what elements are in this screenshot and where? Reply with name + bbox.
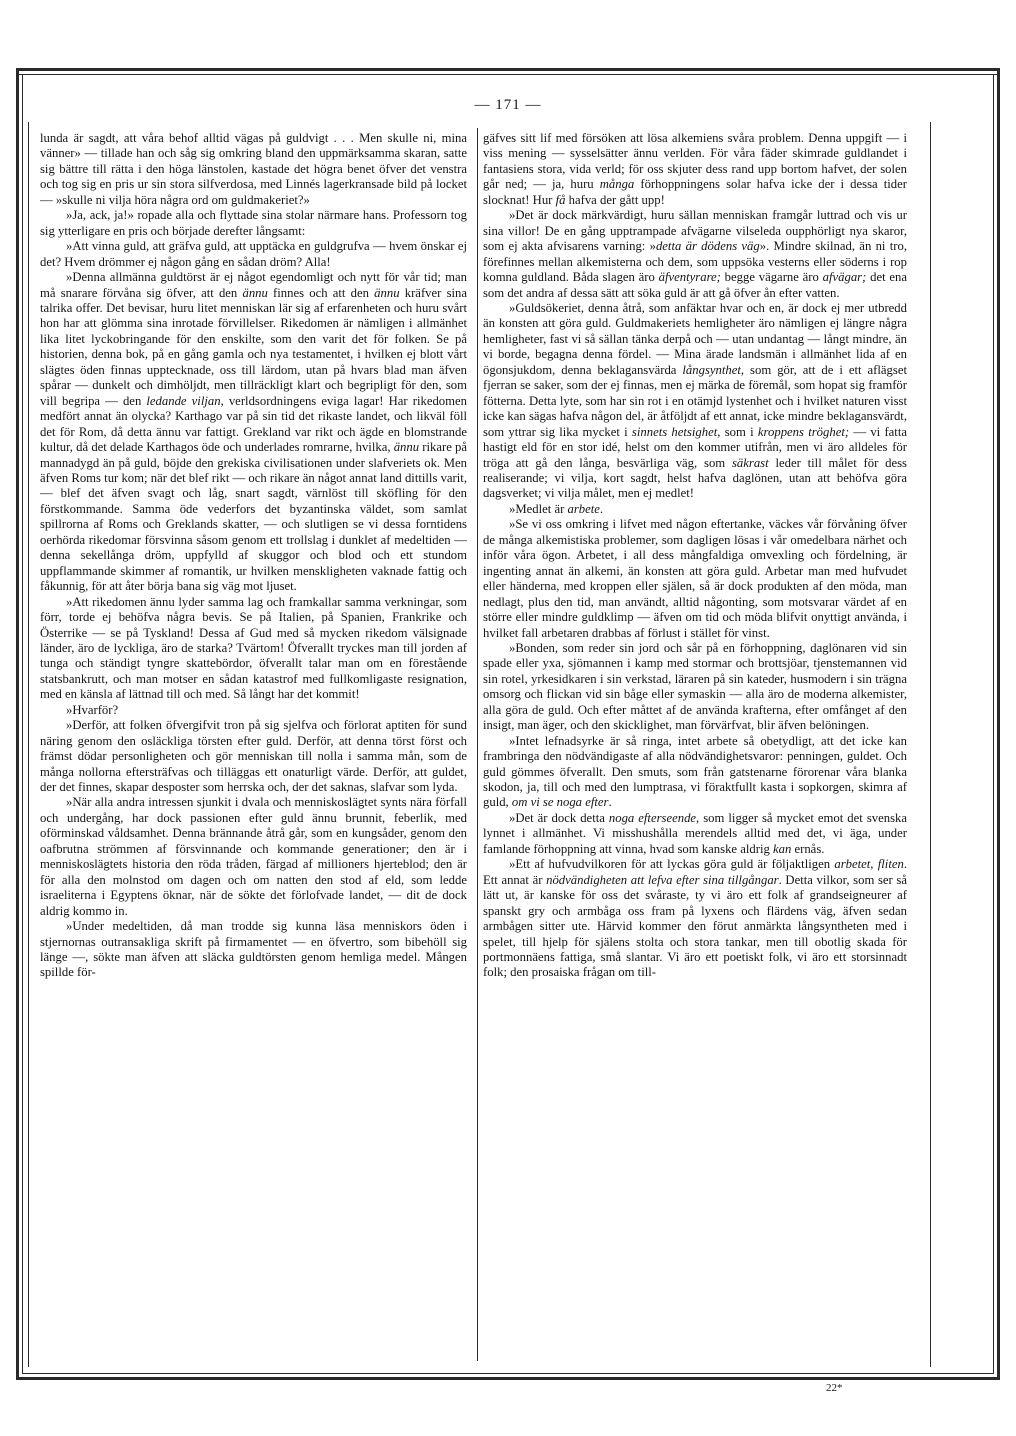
paragraph: »Se vi oss omkring i lifvet med någon eftertanke, väckes vår förvåning öfver de många alkemistiska problemer, som dagligen lösas i vår omedelbara närhet och inför våra ögon. Arbetet, i all dess mångfaldiga omvexling och fördelning, är ingenting annat än alkemi, än konsten att göra guld. Arbetar man med hufvudet eller händerna, med kroppen eller själen, så är dock produkten af den möda, man nedlagt, plus den tid, man användt, alltid någonting, som motsvarar värdet af en större eller mindre guldklimp — äfven om tid och möda blifvit onyttigt använda, i hvilket fall arbetaren drabbas af förlust i stället för vinst. (483, 517, 907, 640)
left-text-column (40, 131, 467, 1363)
column-divider (477, 128, 478, 1361)
paragraph: »Att vinna guld, att gräfva guld, att upptäcka en guldgrufva — hvem önskar ej det? Hvem drömmer ej någon gång en sådan dröm? Alla! (40, 239, 467, 269)
paragraph: »Intet lefnadsyrke är så ringa, intet arbete så obetydligt, att det icke kan frambringa den nödvändigaste af alla nödvändighetsvaror: penningen, guldet. Och guld gömmes öfverallt. Den smuts, som från gatstenarne förorenar våra blanka skodon, ja, till och med den lumptrasa, vi föraktfullt kasta i sopkorgen, skimra af guld, om vi se noga efter. (483, 733, 907, 810)
paragraph: »Derför, att folken öfvergifvit tron på sig sjelfva och förlorat aptiten för sund näring genom den osläckliga törsten efter guld. Derför, att denna törst först och främst dödar personligheten och gör menniskan till nolla i samma mån, som de många nollorna eftersträfvas och tilläggas ett onaturligt värde. Derför, att guldet, der det finnes, skapar desposter som herrska och, der det saknas, slafvar som lyda. (40, 718, 467, 795)
paragraph: »Det är dock detta noga efterseende, som ligger så mycket emot det svenska lynnet i allmänhet. Vi misshushålla merendels alltid med det, vi äga, under famlande förhoppning att vinna, hvad som kanske aldrig kan ernås. (483, 810, 907, 856)
frame-bottom-rule (16, 1377, 1000, 1380)
inner-left-rule (28, 122, 29, 1367)
frame-top-rule (16, 68, 1000, 71)
page-number: — 171 — (474, 97, 542, 113)
paragraph: »Bonden, som reder sin jord och sår på en förhoppning, daglönaren vid sin spade eller yxa, sjömannen i kamp med stormar och brottsjöar, tjenstemannen vid sin rotel, yrkesidkaren i sin verkstad, läraren på sin kateder, husmodern i sin trägna omsorg och flickan vid sin båge eller symaskin — alla äro de moderna alkemister, alla göra de guld. Och efter måttet af de använda krafterna, efter omfånget af den insigt, man äger, och den skicklighet, man förvärfvat, blir äfven belöningen. (483, 640, 907, 733)
paragraph: »Hvarför? (66, 702, 119, 717)
paragraph: »När alla andra intressen sjunkit i dvala och menniskoslägtet synts nära förfall och undergång, har dock passionen efter guld ännu brunnit, feberlik, med oförminskad våldsamhet. Denna brännande åtrå går, som en kungsåder, genom den oafbrutna strömmen af försvinnande och kommande generationer; den är i menniskoslägtets historia den röda tråden, färgad af millioners hjerteblod; den är för alla den molnstod om dagen och om natten den stod af eld, som ledde israeliterna i Egyptens öknar, när de sökte det förlofvade landet, — dit de dock aldrig kommo in. (40, 795, 467, 918)
paragraph: lunda är sagdt, att våra behof alltid vägas på guldvigt . . . Men skulle ni, mina vänner» — tillade han och såg sig omkring bland den uppmärksamma skaran, satte sig bättre till rätta i den höga länstolen, kastade det högra benet öfver det venstra och tog sig en pris ur sin stora silfverdosa, med Linnés lagerkransade bild på locket — »skulle ni vilja höra några ord om guldmakeriet?» (40, 131, 467, 207)
frame-right-rule (997, 68, 1000, 1380)
paragraph: »Det är dock märkvärdigt, huru sällan menniskan framgår luttrad och vis ur sina villor! De en gång upptrampade afvägarne vilseleda oupphörligt nya skaror, som ej akta afvisarens varning: »detta är dödens väg». Mindre skilnad, än ni tro, förefinnes mellan alkemisterna och dem, som uppsöka vesterns eller söderns i rop komna guldland. Båda slagen äro äfventyrare; begge vägarne äro afvägar; det ena som det andra af dessa sätt att söka guld är att gå öfver ån efter vatten. (483, 208, 907, 300)
paragraph: »Ja, ack, ja!» ropade alla och flyttade sina stolar närmare hans. Professorn tog sig ytterligare en pris och började derefter långsamt: (40, 208, 467, 238)
paragraph: »Denna allmänna guldtörst är ej något egendomligt och nytt för vår tid; man må snarare förvåna sig öfver, att den ännu finnes och att den ännu kräfver sina talrika offer. Det bevisar, huru litet menniskan lär sig af erfarenheten och huru svårt hon har att glömma sina inrotade förvillelser. Rikedomen är nämligen i allmänhet lika litet lyckobringande för den enskilte, som den varit det för folken. Se på historien, denna bok, på en gång gamla och nya testamentet, i hvilken ej blott vårt slägtes öden finnas upptecknade, oss till lärdom, utan på hvars blad man äfven spårar — dunkelt och dimhöljdt, men tillräckligt klart och begripligt för den, som vill begripa — den ledande viljan, verldsordningens eviga lagar! Har rikedomen medfört annat än olycka? Karthago var på sin tid det rikaste landet, och likväl föll det för Rom, då detta ännu var fattigt. Grekland var rikt och ägde en blomstrande kultur, då det delade Karthagos öde och underlades romrarne, hvilka, ännu rikare på mannadygd än på guld, böjde den grekiska civilisationen under slafveriets ok. Men äfven Roms tur kom; när det blef rikt — och rikare än något annat land dittills varit, — blef det äfven svagt och låg, snart sagdt, värnlöst till sköfling för den förstkommande. Samma öde vederfors det byzantinska väldet, som samlat spillrorna af Roms och Greklands skatter, — och slutligen se vi dessa forntidens oerhörda rikedomar försvinna såsom genom ett trollslag i dunklet af medeltiden — denna sekellånga dröm, uppfylld af skuggor och blod och ett stundom uppflammande skimmer af romantik, ur hvilken menskligheten vaknade fattig och fåkunnig, för att åter börja bana sig väg mot ljuset. (40, 270, 467, 594)
frame-left-rule (16, 68, 19, 1380)
inner-right-rule (930, 122, 931, 1367)
paragraph: »Under medeltiden, då man trodde sig kunna läsa menniskors öden i stjernornas outransakliga skrift på firmamentet — en öfvertro, som bibehöll sig länge —, sökte man äfven att släcka guldtörsten genom hemliga medel. Mången spillde för- (40, 919, 467, 980)
printer-signature: 22* (826, 1382, 843, 1394)
paragraph: »Ett af hufvudvilkoren för att lyckas göra guld är följaktligen arbetet, fliten. Ett annat är nödvändigheten att lefva efter sina tillgångar. Detta vilkor, som ser så lätt ut, är kanske för oss det svåraste, ty vi äro ett folk af grandseigneurer af spanskt gry och armbåga oss fram på lyxens och flärdens väg, äfven sedan armbågen sitter ute. Härvid kommer den förut anmärkta långsyntheten med i spelet, till hjelp för själens stolta och stora tankar, men till obotlig skada för portmonnäens fattiga, små slantar. Vi äro ett poetiskt folk, vi äro ett storsinnadt folk; den prosaiska frågan om till- (483, 857, 907, 980)
frame-right-rule-thin (993, 74, 994, 1374)
right-text-column (483, 131, 907, 1363)
frame-bottom-rule-thin (22, 1373, 994, 1374)
frame-top-rule-thin (16, 74, 1000, 75)
paragraph: »Guldsökeriet, denna åtrå, som anfäktar hvar och en, är dock ej mer utbredd än konsten att göra guld. Guldmakeriets hemligheter äro nämligen ej längre några hemligheter, fast vi så sällan tänka derpå och — utan undantag — långt mindre, än vi borde, begagna denna fördel. — Mina ärade landsmän i allmänhet lida af en ögonsjukdom, denna beklagansvärda långsynthet, som gör, att de i ett aflägset fjerran se saker, som der ej finnas, men ej märka de föremål, som hopat sig framför fötterna. Detta lyte, som har sin rot i en otämjd lystenhet och i hvilket naturen visst icke kan sägas hafva någon del, är åtföljdt af ett annat, icke mindre beklagansvärdt, som yttrar sig lika mycket i sinnets hetsighet, som i kroppens tröghet; — vi fatta hastigt eld för en stor idé, helst om den kommer utifrån, men vi äro alldeles för tröga att gå den långa, besvärliga väg, som säkrast leder till målet för dess realiserande; vi vilja, kort sagdt, helst hafva daglönen, utan att behöfva göra dagsverket; vi vilja målet, men ej medlet! (483, 300, 907, 501)
paragraph: »Medlet är arbete. (509, 501, 604, 516)
paragraph: gäfves sitt lif med försöken att lösa alkemiens svåra problem. Denna uppgift — i viss mening — sysselsätter ännu verlden. För våra fäder skimrade guldlandet i fantasiens stora, vida verld; för oss skjuter dess rand upp bortom hafvet, der solen går ned; — ja, huru många förhoppningens solar hafva icke der i dessa tider slocknat! Hur få hafva der gått upp! (483, 131, 907, 207)
frame-left-rule-thin (22, 74, 23, 1374)
paragraph: »Att rikedomen ännu lyder samma lag och framkallar samma verkningar, som förr, torde ej behöfva några bevis. Se på Italien, på Spanien, Frankrike och Österrike — se på Tyskland! Dessa af Gud med så mycken rikedom välsignade länder, äro de lyckliga, äro de starka? Tvärtom! Öfverallt tryckes man till jorden af tunga och ständigt tyngre skattebördor, öfverallt talar man om en förestående statsbankrutt, och man motser en sådan katastrof med fullkomligaste resignation, med en känsla af lättnad till och med. Så långt har det kommit! (40, 594, 467, 702)
